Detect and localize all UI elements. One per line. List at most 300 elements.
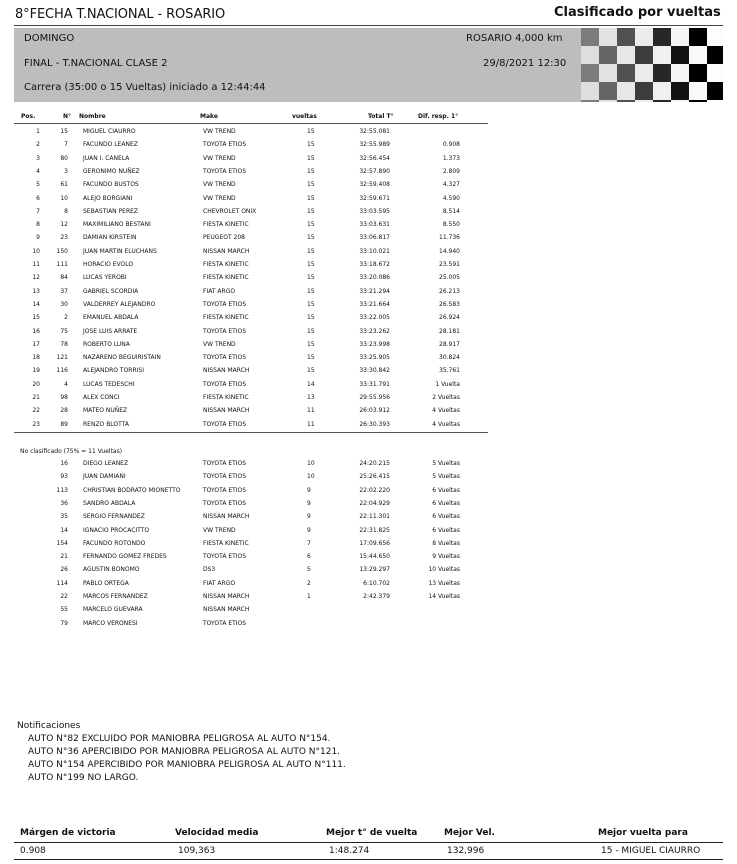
table-row: [0, 328, 737, 341]
make-cell: TOYOTA ETIOS: [203, 380, 247, 388]
make-cell: DS3: [203, 566, 216, 574]
laps-cell: 14: [307, 380, 315, 388]
make-cell: VW TREND: [203, 154, 236, 162]
make-cell: VW TREND: [203, 128, 236, 135]
total-time-cell: 33:10.021: [359, 247, 390, 255]
table-row: [0, 195, 737, 208]
total-time-cell: 33:25.905: [359, 354, 390, 362]
driver-name-cell: SEBASTIAN PEREZ: [83, 207, 139, 215]
position-cell: 2: [36, 141, 40, 149]
make-cell: VW TREND: [203, 340, 236, 348]
difference-cell: 8.550: [442, 221, 460, 229]
make-cell: TOYOTA ETIOS: [203, 354, 247, 362]
difference-cell: 14 Vueltas: [428, 593, 460, 600]
car-number-cell: 2: [64, 314, 68, 322]
driver-name-cell: CHRISTIAN BODRATO MIONETTO: [83, 486, 181, 494]
notification-item: AUTO N°82 EXCLUIDO POR MANIOBRA PELIGROSA AL AUTO N°154.: [28, 734, 331, 744]
difference-cell: 6 Vueltas: [432, 486, 460, 494]
laps-cell: 15: [307, 261, 315, 268]
car-number-cell: 75: [60, 327, 68, 335]
difference-cell: 9 Vueltas: [432, 553, 460, 561]
table-row: [0, 234, 737, 247]
car-number-cell: 35: [60, 513, 68, 521]
table-row: [0, 341, 737, 354]
make-cell: VW TREND: [203, 181, 236, 189]
total-time-cell: 22:02.220: [359, 486, 390, 494]
laps-cell: 11: [307, 407, 315, 415]
col-header-make: Make: [200, 113, 218, 120]
table-row: [0, 460, 737, 473]
laps-cell: 15: [307, 367, 315, 375]
laps-cell: 15: [307, 207, 315, 215]
position-cell: 16: [32, 327, 40, 335]
table-row: [0, 381, 737, 394]
car-number-cell: 7: [64, 141, 68, 149]
summary-avg-speed-value: 109,363: [178, 846, 216, 856]
car-number-cell: 26: [60, 566, 68, 574]
difference-cell: 25.005: [439, 274, 460, 282]
laps-cell: 15: [307, 194, 315, 202]
summary-best-lap-by-label: Mejor vuelta para: [598, 828, 688, 838]
difference-cell: 28.917: [439, 340, 460, 348]
laps-cell: 10: [307, 473, 315, 481]
laps-cell: 15: [307, 300, 315, 308]
position-cell: 21: [32, 394, 40, 401]
total-time-cell: 32:59.408: [359, 181, 390, 189]
laps-cell: 9: [307, 513, 311, 521]
driver-name-cell: MARCO VERONESI: [83, 619, 138, 627]
car-number-cell: 16: [60, 460, 68, 467]
driver-name-cell: AGUSTIN BONOMO: [83, 566, 140, 574]
title-divider: [14, 25, 723, 26]
driver-name-cell: LUCAS YEROBI: [83, 274, 127, 282]
driver-name-cell: VALDERREY ALEJANDRO: [83, 300, 156, 308]
car-number-cell: 93: [60, 473, 68, 481]
summary-divider: [14, 842, 723, 843]
session-label: FINAL - T.NACIONAL CLASE 2: [24, 58, 168, 69]
driver-name-cell: SERGIO FERNANDEZ: [83, 513, 145, 521]
position-cell: 14: [32, 300, 40, 308]
table-row: [0, 181, 737, 194]
laps-cell: 15: [307, 221, 315, 229]
driver-name-cell: ROBERTO LUNA: [83, 340, 130, 348]
checkered-flag-icon: [581, 28, 723, 102]
difference-cell: 26.213: [439, 287, 460, 295]
table-row: [0, 593, 737, 606]
total-time-cell: 33:21.664: [359, 300, 390, 308]
total-time-cell: 6:10.702: [363, 579, 390, 587]
driver-name-cell: ALEJO BORGIANI: [83, 194, 133, 202]
total-time-cell: 13:29.297: [359, 566, 390, 574]
total-time-cell: 17:09.656: [359, 539, 390, 547]
driver-name-cell: MAXIMILIANO BESTANI: [83, 221, 151, 229]
difference-cell: 4.327: [442, 181, 460, 189]
driver-name-cell: LUCAS TEDESCHI: [83, 380, 135, 388]
make-cell: FIESTA KINETIC: [203, 221, 249, 229]
make-cell: FIAT ARGO: [203, 287, 236, 295]
position-cell: 7: [36, 207, 40, 215]
make-cell: TOYOTA ETIOS: [203, 300, 247, 308]
laps-cell: 15: [307, 354, 315, 362]
table-row: [0, 208, 737, 221]
laps-cell: 15: [307, 287, 315, 295]
make-cell: FIESTA KINETIC: [203, 274, 249, 282]
total-time-cell: 33:21.294: [359, 287, 390, 295]
laps-cell: 9: [307, 486, 311, 494]
header-band: [14, 28, 723, 102]
car-number-cell: 61: [60, 181, 68, 189]
table-row: [0, 301, 737, 314]
difference-cell: 8 Vueltas: [432, 539, 460, 547]
make-cell: TOYOTA ETIOS: [203, 327, 247, 335]
make-cell: FIAT ARGO: [203, 579, 236, 587]
driver-name-cell: JUAN MARTIN ELUCHANS: [83, 247, 157, 255]
table-row: [0, 221, 737, 234]
car-number-cell: 12: [60, 221, 68, 229]
laps-cell: 15: [307, 128, 315, 135]
car-number-cell: 28: [60, 407, 68, 415]
driver-name-cell: IGNACIO PROCACITTO: [83, 526, 150, 534]
total-time-cell: 22:11.301: [359, 513, 390, 521]
driver-name-cell: DAMIAN KIRSTEIN: [83, 234, 137, 242]
table-row: [0, 606, 737, 619]
table-row: [0, 580, 737, 593]
table-row: [0, 407, 737, 420]
total-time-cell: 15:44.650: [359, 553, 390, 561]
car-number-cell: 89: [60, 420, 68, 428]
difference-cell: 2.809: [442, 167, 460, 175]
position-cell: 18: [32, 354, 40, 362]
position-cell: 22: [32, 407, 40, 415]
laps-cell: 9: [307, 526, 311, 534]
make-cell: TOYOTA ETIOS: [203, 420, 247, 428]
make-cell: VW TREND: [203, 194, 236, 202]
driver-name-cell: NAZARENO BEGUIRISTAIN: [83, 354, 161, 362]
table-row: [0, 274, 737, 287]
difference-cell: 5 Vueltas: [432, 473, 460, 481]
car-number-cell: 8: [64, 207, 68, 215]
position-cell: 5: [36, 181, 40, 189]
make-cell: FIESTA KINETIC: [203, 539, 249, 547]
total-time-cell: 22:04.929: [359, 499, 390, 507]
total-time-cell: 33:03.595: [359, 207, 390, 215]
total-time-cell: 32:55.989: [359, 141, 390, 149]
make-cell: TOYOTA ETIOS: [203, 460, 247, 467]
car-number-cell: 116: [56, 367, 68, 375]
difference-cell: 35.761: [439, 367, 460, 375]
table-row: [0, 141, 737, 154]
car-number-cell: 30: [60, 300, 68, 308]
difference-cell: 6 Vueltas: [432, 513, 460, 521]
difference-cell: 13 Vueltas: [428, 579, 460, 587]
driver-name-cell: ALEJANDRO TORRISI: [83, 367, 144, 375]
table-row: [0, 394, 737, 407]
make-cell: PEUGEOT 208: [203, 234, 245, 242]
position-cell: 8: [36, 221, 40, 229]
car-number-cell: 22: [60, 593, 68, 600]
table-row: [0, 566, 737, 579]
car-number-cell: 98: [60, 394, 68, 401]
table-row: [0, 473, 737, 486]
make-cell: FIESTA KINETIC: [203, 394, 249, 401]
table-row: [0, 367, 737, 380]
total-time-cell: 29:55.956: [359, 394, 390, 401]
car-number-cell: 113: [56, 486, 68, 494]
table-row: [0, 553, 737, 566]
table-row: [0, 513, 737, 526]
driver-name-cell: MIGUEL CIAURRO: [83, 128, 136, 135]
total-time-cell: 26:30.393: [359, 420, 390, 428]
car-number-cell: 154: [56, 539, 68, 547]
difference-cell: 26.924: [439, 314, 460, 322]
car-number-cell: 37: [60, 287, 68, 295]
position-cell: 23: [32, 420, 40, 428]
laps-cell: 5: [307, 566, 311, 574]
laps-cell: 15: [307, 154, 315, 162]
position-cell: 15: [32, 314, 40, 322]
col-header-num: N°: [63, 113, 72, 120]
difference-cell: 0.908: [442, 141, 460, 149]
make-cell: TOYOTA ETIOS: [203, 486, 247, 494]
laps-cell: 15: [307, 181, 315, 189]
laps-cell: 6: [307, 553, 311, 561]
driver-name-cell: EMANUEL ABDALA: [83, 314, 139, 322]
car-number-cell: 150: [56, 247, 68, 255]
notification-item: AUTO N°154 APERCIBIDO POR MANIOBRA PELIGROSA AL AUTO N°111.: [28, 760, 346, 770]
make-cell: TOYOTA ETIOS: [203, 473, 247, 481]
col-header-laps: vueltas: [292, 113, 317, 120]
page-title: 8°FECHA T.NACIONAL - ROSARIO: [15, 7, 226, 22]
laps-cell: 13: [307, 394, 315, 401]
total-time-cell: 33:23.998: [359, 340, 390, 348]
difference-cell: 6 Vueltas: [432, 526, 460, 534]
total-time-cell: 33:22.005: [359, 314, 390, 322]
page-subtitle: Clasificado por vueltas: [554, 5, 721, 20]
position-cell: 1: [36, 128, 40, 135]
car-number-cell: 21: [60, 553, 68, 561]
position-cell: 13: [32, 287, 40, 295]
difference-cell: 5 Vueltas: [432, 460, 460, 467]
driver-name-cell: RENZO BLOTTA: [83, 420, 130, 428]
table-row: [0, 128, 737, 141]
total-time-cell: 24:20.215: [359, 460, 390, 467]
difference-cell: 11.736: [439, 234, 460, 242]
summary-best-speed-value: 132,996: [447, 846, 485, 856]
car-number-cell: 80: [60, 154, 68, 162]
difference-cell: 30.824: [439, 354, 460, 362]
total-time-cell: 33:31.791: [359, 380, 390, 388]
table-row: [0, 261, 737, 274]
table-row: [0, 620, 737, 633]
driver-name-cell: FERNANDO GOMEZ FREDES: [83, 553, 167, 561]
car-number-cell: 36: [60, 499, 68, 507]
total-time-cell: 25:26.415: [359, 473, 390, 481]
day-label: DOMINGO: [24, 33, 75, 44]
total-time-cell: 2:42.379: [363, 593, 390, 600]
driver-name-cell: FACUNDO BUSTOS: [83, 181, 139, 189]
table-row: [0, 288, 737, 301]
summary-bottom-divider: [14, 859, 723, 860]
driver-name-cell: JUAN DAMIANI: [83, 473, 126, 481]
car-number-cell: 121: [56, 354, 68, 362]
notification-item: AUTO N°199 NO LARGO.: [28, 773, 139, 783]
difference-cell: 14.940: [439, 247, 460, 255]
table-row: [0, 527, 737, 540]
make-cell: NISSAN MARCH: [203, 407, 250, 415]
difference-cell: 8.514: [442, 207, 460, 215]
difference-cell: 1 Vuelta: [435, 380, 460, 388]
driver-name-cell: DIEGO LEANEZ: [83, 460, 129, 467]
position-cell: 6: [36, 194, 40, 202]
driver-name-cell: FACUNDO ROTONDO: [83, 539, 146, 547]
position-cell: 20: [32, 380, 40, 388]
laps-cell: 15: [307, 247, 315, 255]
table-row: [0, 487, 737, 500]
summary-best-lap-time-label: Mejor t° de vuelta: [326, 828, 418, 838]
col-header-name: Nombre: [79, 113, 106, 120]
car-number-cell: 14: [60, 526, 68, 534]
race-info-label: Carrera (35:00 o 15 Vueltas) iniciado a 12:44:44: [24, 82, 266, 93]
position-cell: 10: [32, 247, 40, 255]
track-label: ROSARIO 4,000 km: [466, 33, 563, 44]
laps-cell: 15: [307, 314, 315, 322]
total-time-cell: 26:03.912: [359, 407, 390, 415]
car-number-cell: 55: [60, 606, 68, 614]
driver-name-cell: FACUNDO LEANEZ: [83, 141, 138, 149]
position-cell: 19: [32, 367, 40, 375]
make-cell: FIESTA KINETIC: [203, 314, 249, 322]
make-cell: NISSAN MARCH: [203, 367, 250, 375]
driver-name-cell: HORACIO EVOLO: [83, 261, 134, 268]
driver-name-cell: JOSE LUIS ARRATE: [83, 327, 138, 335]
make-cell: NISSAN MARCH: [203, 606, 250, 614]
total-time-cell: 33:18.672: [359, 261, 390, 268]
laps-cell: 10: [307, 460, 315, 467]
driver-name-cell: MARCOS FERNANDEZ: [83, 593, 148, 600]
driver-name-cell: MARCELO GUEVARA: [83, 606, 143, 614]
laps-cell: 2: [307, 579, 311, 587]
table-row: [0, 354, 737, 367]
total-time-cell: 32:55.081: [359, 128, 390, 135]
col-header-dif: Dif. resp. 1°: [418, 113, 459, 120]
make-cell: TOYOTA ETIOS: [203, 619, 247, 627]
driver-name-cell: SANDRO ABDALA: [83, 499, 136, 507]
make-cell: TOYOTA ETIOS: [203, 141, 247, 149]
not-classified-label: No clasificado (75% = 11 Vueltas): [20, 448, 123, 455]
summary-best-lap-time-value: 1:48.274: [329, 846, 370, 856]
make-cell: NISSAN MARCH: [203, 247, 250, 255]
laps-cell: 15: [307, 274, 315, 282]
driver-name-cell: PABLO ORTEGA: [83, 579, 129, 587]
difference-cell: 6 Vueltas: [432, 499, 460, 507]
laps-cell: 11: [307, 420, 315, 428]
laps-cell: 15: [307, 340, 315, 348]
summary-best-speed-label: Mejor Vel.: [444, 828, 495, 838]
total-time-cell: 33:23.262: [359, 327, 390, 335]
table-row: [0, 168, 737, 181]
laps-cell: 15: [307, 141, 315, 149]
table-row: [0, 314, 737, 327]
difference-cell: 23.591: [439, 261, 460, 268]
summary-best-lap-by-value: 15 - MIGUEL CIAURRO: [601, 846, 701, 856]
laps-cell: 15: [307, 327, 315, 335]
table-row: [0, 155, 737, 168]
position-cell: 3: [36, 154, 40, 162]
make-cell: FIESTA KINETIC: [203, 261, 249, 268]
col-header-total: Total T°: [368, 113, 394, 120]
total-time-cell: 22:31.825: [359, 526, 390, 534]
difference-cell: 2 Vueltas: [432, 394, 460, 401]
car-number-cell: 15: [60, 128, 68, 135]
laps-cell: 15: [307, 234, 315, 242]
make-cell: NISSAN MARCH: [203, 593, 250, 600]
table-row: [0, 248, 737, 261]
laps-cell: 1: [307, 593, 311, 600]
difference-cell: 4.590: [442, 194, 460, 202]
driver-name-cell: GABRIEL SCORDIA: [83, 287, 139, 295]
car-number-cell: 23: [60, 234, 68, 242]
driver-name-cell: ALEX CONCI: [83, 394, 120, 401]
driver-name-cell: JUAN I. CANELA: [83, 154, 130, 162]
header-divider: [14, 123, 488, 124]
position-cell: 11: [32, 261, 40, 268]
car-number-cell: 111: [56, 261, 68, 268]
make-cell: TOYOTA ETIOS: [203, 167, 247, 175]
total-time-cell: 32:59.671: [359, 194, 390, 202]
car-number-cell: 78: [60, 340, 68, 348]
total-time-cell: 32:57.890: [359, 167, 390, 175]
position-cell: 17: [32, 340, 40, 348]
car-number-cell: 10: [60, 194, 68, 202]
make-cell: NISSAN MARCH: [203, 513, 250, 521]
notification-item: AUTO N°36 APERCIBIDO POR MANIOBRA PELIGROSA AL AUTO N°121.: [28, 747, 341, 757]
driver-name-cell: MATEO NUÑEZ: [83, 407, 128, 415]
difference-cell: 26.583: [439, 300, 460, 308]
table-row: [0, 540, 737, 553]
difference-cell: 10 Vueltas: [428, 566, 460, 574]
car-number-cell: 114: [56, 579, 68, 587]
difference-cell: 28.181: [439, 327, 460, 335]
total-time-cell: 33:30.842: [359, 367, 390, 375]
make-cell: VW TREND: [203, 526, 236, 534]
position-cell: 12: [32, 274, 40, 282]
position-cell: 9: [36, 234, 40, 242]
make-cell: TOYOTA ETIOS: [203, 553, 247, 561]
table-row: [0, 500, 737, 513]
datetime-label: 29/8/2021 12:30: [483, 58, 567, 69]
difference-cell: 4 Vueltas: [432, 407, 460, 415]
difference-cell: 4 Vueltas: [432, 420, 460, 428]
laps-cell: 15: [307, 167, 315, 175]
make-cell: CHEVROLET ONIX: [203, 207, 257, 215]
notifications-title: Notificaciones: [17, 721, 81, 731]
total-time-cell: 33:20.086: [359, 274, 390, 282]
laps-cell: 9: [307, 499, 311, 507]
summary-margin-label: Márgen de victoria: [20, 828, 116, 838]
laps-cell: 7: [307, 539, 311, 547]
summary-avg-speed-label: Velocidad media: [175, 828, 259, 838]
total-time-cell: 33:03.631: [359, 221, 390, 229]
car-number-cell: 3: [64, 167, 68, 175]
make-cell: TOYOTA ETIOS: [203, 499, 247, 507]
car-number-cell: 4: [64, 380, 68, 388]
col-header-pos: Pos.: [21, 113, 36, 120]
total-time-cell: 32:56.454: [359, 154, 390, 162]
difference-cell: 1.373: [442, 154, 460, 162]
driver-name-cell: GERONIMO NUÑEZ: [83, 167, 140, 175]
total-time-cell: 33:06.817: [359, 234, 390, 242]
classified-divider: [14, 432, 488, 433]
